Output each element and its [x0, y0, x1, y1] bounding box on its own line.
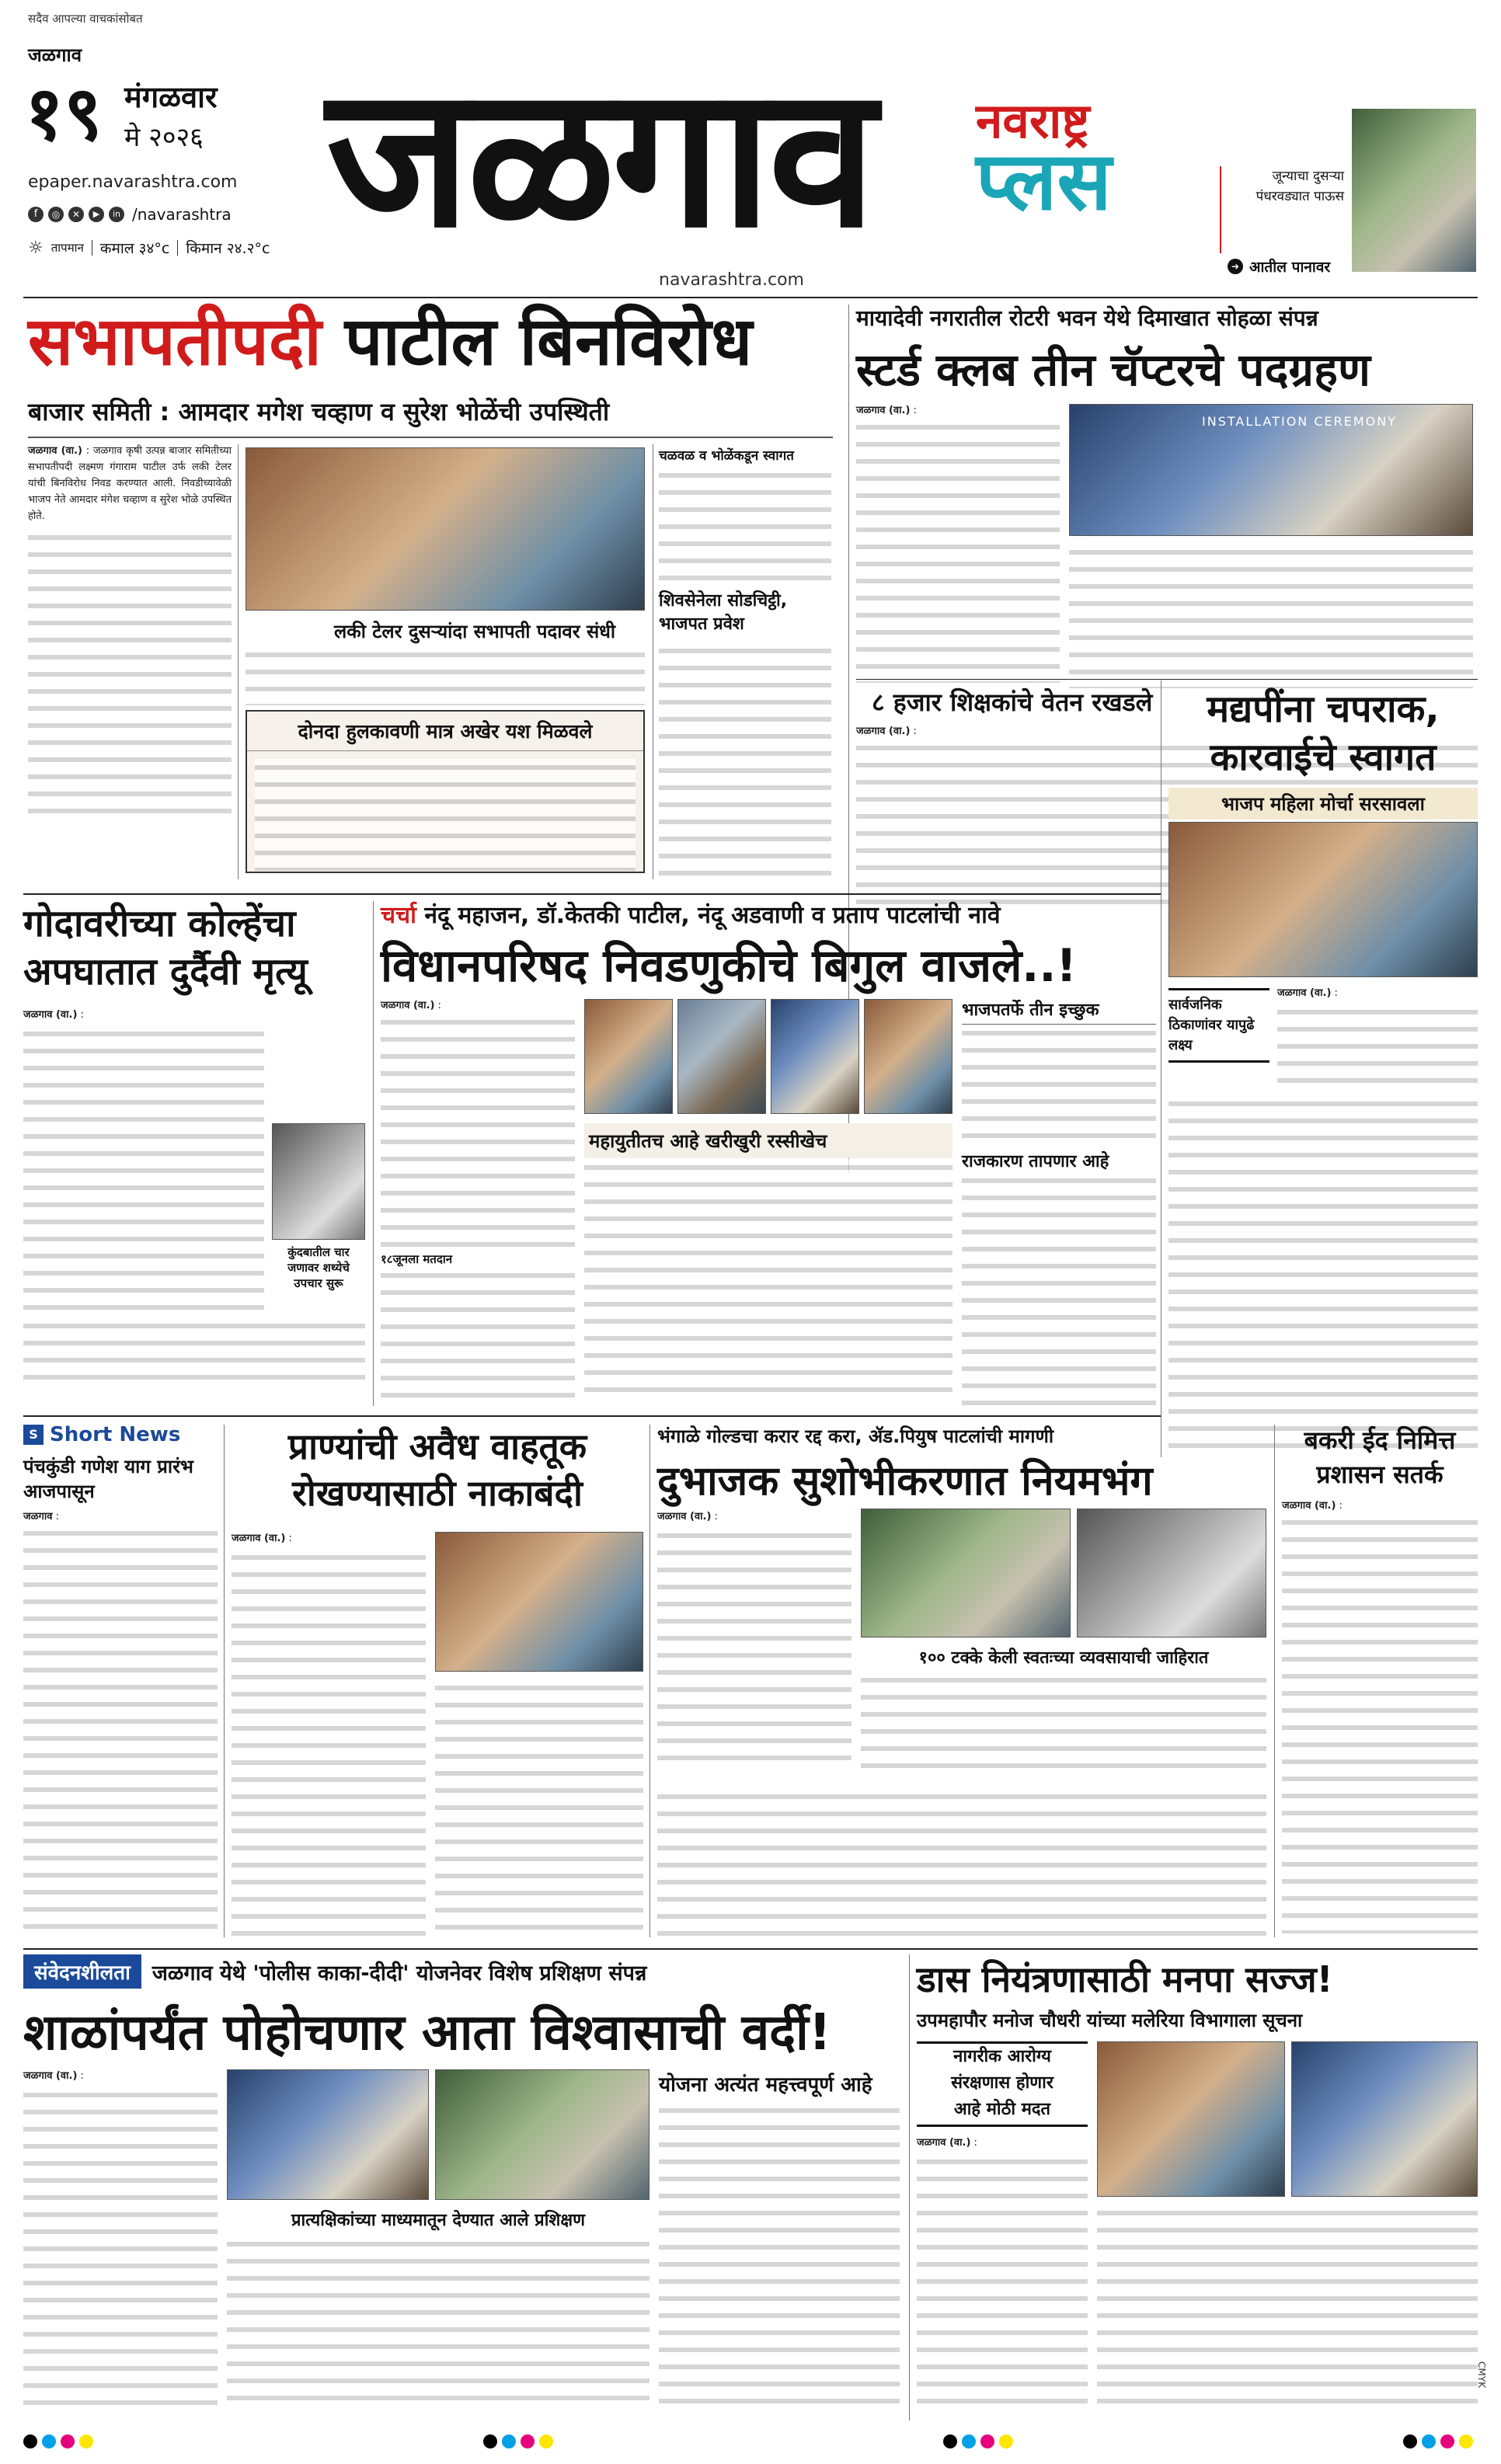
sidebar-boxes [659, 443, 831, 878]
headline: दुभाजक सुशोभीकरणात नियमभंग [657, 1458, 1153, 1505]
candidate-photo [677, 999, 766, 1114]
subhead: बाजार समिती : आमदार मगेश चव्हाण व सुरेश भोळेंची उपस्थिती [28, 397, 610, 426]
kicker-row [381, 898, 1158, 930]
headline: शाळांपर्यंत पोहोचणार आता विश्वासाची वर्दी! [23, 2004, 831, 2062]
photo-caption: लकी टेलर दुसऱ्यांदा सभापती पदावर संधी [334, 621, 616, 642]
weekday: मंगळवार [124, 80, 218, 114]
headline-line2: कारवाईचे स्वागत [1210, 736, 1437, 779]
kicker: मायादेवी नगरातील रोटरी भवन येथे दिमाखात सोहळा संपन्न [856, 305, 1318, 331]
edition-city: जळगाव [28, 44, 82, 66]
story-dengue-control: डास नियंत्रणासाठी मनपा सज्ज! उपमहापौर मनोज चौधरी यांच्या मलेरिया विभागाला सूचना नागरीक आरोग्य संरक्षणास होणार आहे मोठी मदत जळगाव (वा.) : [917, 1954, 1478, 2420]
temp-min: किमान २४.२°c [186, 240, 270, 257]
short-news: S Short News पंचकुंडी गणेश याग प्रारंभ आजपासून जळगाव : [23, 1423, 218, 1944]
sidebar-title-2: शिवसेनेला सोडचिट्ठी, भाजपत प्रवेश [659, 591, 788, 634]
kicker: जळगाव येथे 'पोलीस काका-दीदी' योजनेवर विशेष प्रशिक्षण संपन्न [151, 1961, 647, 1985]
training-photo-1 [227, 2069, 429, 2200]
story-police-kaka-didi: संवेदनशीलता जळगाव येथे 'पोलीस काका-दीदी' योजनेवर विशेष प्रशिक्षण संपन्न शाळांपर्यंत पोहोचणार आता विश्वासाची वर्दी! जळगाव (वा.) : प्रात्यक्षिकांच्या माध्यमातून देण्यात आले प्रशिक्षण योजना अत्यंत महत्त्वपूर्ण आहे [23, 1954, 901, 2420]
subhead: १०० टक्के केली स्वतःच्या व्यवसायाची जाहिरात [918, 1648, 1209, 1668]
story-sabhapati [23, 303, 839, 886]
box-title: योजना अत्यंत महत्त्वपूर्ण आहे [659, 2073, 872, 2097]
headline-line2: अपघातात दुर्दैवी मृत्यू [23, 950, 308, 994]
registration-marks [23, 2431, 1478, 2455]
masthead-title: जळगाव [326, 42, 873, 270]
story-teachers-salary: ८ हजार शिक्षकांचे वेतन रखडले जळगाव (वा.) : [856, 685, 1478, 912]
headline-line1: गोदावरीच्या कोल्हेंचा [23, 902, 296, 945]
divider [177, 240, 178, 256]
section-title: महायुतीतच आहे खरीखुरी रस्सीखेच [584, 1123, 952, 1158]
weather-label: तापमान [50, 241, 84, 255]
section-title: राजकारण तापणार आहे [962, 1152, 1109, 1171]
candidate-photo [864, 999, 952, 1114]
month-year: मे २०२६ [124, 122, 204, 153]
tag: चर्चा [381, 902, 416, 929]
headline-line2: रोखण्यासाठी नाकाबंदी [292, 1472, 583, 1514]
website[interactable]: navarashtra.com [659, 270, 804, 290]
subhead: उपमहापौर मनोज चौधरी यांच्या मलेरिया विभागाला सूचना [917, 2010, 1303, 2031]
lead-text: जळगाव कृषी उत्पन्न बाजार समितीच्या सभापतीपदी लक्ष्मण गंगाराम पाटील उर्फ लकी टेलर यांची बिनविरोध निवड करण्यात आली. निवडीच्यावेळी भाजप नेते आमदार मंगेश चव्हाण व सुरेश भोळे उपस्थित होते. [28, 445, 232, 522]
arrow-icon: ➜ [1228, 259, 1243, 274]
brand-top: नवराष्ट्र [976, 92, 1090, 149]
photo-caption: कुंदबातील चार जणावर शथ्येचे उपचार सुरू [287, 1245, 350, 1290]
youtube-icon[interactable]: ▶ [89, 207, 104, 222]
tagline: सदैव आपल्या वाचकांसोबत [28, 12, 143, 26]
candidate-photos [584, 999, 952, 1114]
story-photo [1069, 404, 1473, 536]
story-photo [1168, 822, 1478, 977]
story-divider-beautification: भंगाळे गोल्डचा करार रद्द करा, ॲड.पियुष पाटलांची मागणी दुभाजक सुशोभीकरणात नियमभंग जळगाव (वा.) : १०० टक्के केली स्वतःच्या व्यवसायाची जाहिरात [657, 1423, 1266, 1944]
masthead-divider [23, 297, 1478, 298]
story-animal-transport: प्राण्यांची अवैध वाहतूक रोखण्यासाठी नाकाबंदी जळगाव (वा.) : [232, 1423, 643, 1944]
edge-code: CMYK [1476, 2361, 1487, 2388]
temp-max: कमाल ३४°c [99, 240, 170, 257]
story-bakri-eid: बकरी ईद निमित्त प्रशासन सतर्क जळगाव (वा.) : [1282, 1423, 1478, 1944]
story-photo [1077, 1509, 1266, 1637]
weather-strip [28, 238, 270, 258]
dateline: जळगाव (वा.) [28, 445, 82, 457]
promo-box[interactable] [1220, 166, 1344, 253]
training-photo-2 [435, 2069, 650, 2200]
promo-text: जून्याचा दुसऱ्या पंधरवड्यात पाऊस [1255, 169, 1344, 204]
date-number: १९ [25, 70, 103, 157]
meeting-photo-2 [1291, 2041, 1478, 2197]
x-icon[interactable]: ✕ [68, 207, 84, 222]
short-news-icon: S [23, 1425, 44, 1445]
headline: विधानपरिषद निवडणुकीचे बिगुल वाजले..! [381, 939, 1077, 992]
promo-author: ➜ आतील पानावर [1228, 256, 1330, 277]
victim-photo [272, 1123, 365, 1240]
short-news-headline: पंचकुंडी गणेश याग प्रारंभ आजपासून [23, 1456, 193, 1502]
sidebar-title-1: चळवळ व भोळेंकडून स्वागत [659, 448, 794, 464]
story-rotary: मायादेवी नगरातील रोटरी भवन येथे दिमाखात सोहळा संपन्न स्टर्ड क्लब तीन चॅप्टरचे पदग्रहण जळगाव (वा.) : INSTALLATION CEREMONY [856, 303, 1478, 691]
kicker: भंगाळे गोल्डचा करार रद्द करा, ॲड.पियुष पाटलांची मागणी [657, 1425, 1054, 1447]
epaper-link[interactable]: epaper.navarashtra.com [28, 172, 238, 192]
sun-icon: ☼ [28, 238, 44, 258]
photo-banner: INSTALLATION CEREMONY [1202, 414, 1398, 429]
headline: स्टर्ड क्लब तीन चॅप्टरचे पदग्रहण [856, 343, 1370, 396]
headline-red: सभापतीपदी [28, 303, 322, 381]
linkedin-icon[interactable]: in [109, 207, 124, 222]
meeting-photo-1 [1097, 2041, 1285, 2197]
headline-line1: बकरी ईद निमित्त [1304, 1425, 1456, 1455]
subhead-date: १८जूनला मतदान [381, 1252, 453, 1266]
promo-photo [1352, 109, 1476, 272]
masthead [0, 0, 1501, 295]
section-label: संवेदनशीलता [23, 1954, 141, 1989]
story-vidhan-parishad: चर्चा नंदू महाजन, डॉ.केतकी पाटील, नंदू अडवाणी व प्रताप पाटलांची नावे विधानपरिषद निवडणुकीचे बिगुल वाजले..! जळगाव (वा.) : १८जूनला मतदान महायुतीतच आहे खरीखुरी रस्सीखेच भाजपतर्फे तीन इच्छुक राजकारण तापणार आहे [381, 898, 1158, 1408]
story-photo [435, 1532, 643, 1672]
story-photo [861, 1509, 1071, 1637]
headline: डास नियंत्रणासाठी मनपा सज्ज! [917, 1958, 1333, 2000]
story-photo [246, 447, 645, 611]
facebook-icon[interactable]: f [28, 207, 44, 222]
box-title: भाजपतर्फे तीन इच्छुक [962, 997, 1156, 1025]
photo-caption: प्रात्यक्षिकांच्या माध्यमातून देण्यात आले प्रशिक्षण [291, 2211, 586, 2230]
box-title: दोनदा हुलकावणी मात्र अखेर यश मिळवले [247, 712, 643, 751]
kicker: नंदू महाजन, डॉ.केतकी पाटील, नंदू अडवाणी व प्रताप पाटलांची नावे [424, 902, 1001, 929]
brand-bottom: प्लस [976, 134, 1112, 228]
highlight-box [246, 710, 645, 873]
headline-line1: प्राण्यांची अवैध वाहतूक [287, 1425, 587, 1467]
headline-line1: मद्यपींना चपराक, [1207, 687, 1440, 731]
headline: ८ हजार शिक्षकांचे वेतन रखडले [872, 687, 1153, 717]
social-icons [28, 205, 232, 224]
story-bjp-mahila: मद्यपींना चपराक, कारवाईचे स्वागत भाजप महिला मोर्चा सरसावला सार्वजनिक ठिकाणांवर यापुढे लक्ष्य जळगाव (वा.) : [1168, 685, 1478, 1454]
side-label: सार्वजनिक ठिकाणांवर यापुढे लक्ष्य [1168, 988, 1269, 1063]
headline [28, 303, 752, 381]
short-news-label: S Short News [23, 1423, 218, 1446]
social-handle[interactable]: /navarashtra [132, 205, 232, 224]
highlight-box: नागरीक आरोग्य संरक्षणास होणार आहे मोठी मदत [917, 2041, 1088, 2127]
subhead: भाजप महिला मोर्चा सरसावला [1168, 788, 1478, 820]
lead-column: जळगाव (वा.) : जळगाव कृषी उत्पन्न बाजार समितीच्या सभापतीपदी लक्ष्मण गंगाराम पाटील उर्फ लकी टेलर यांची बिनविरोध निवड करण्यात आली. निवडीच्यावेळी भाजप नेते आमदार मंगेश चव्हाण व सुरेश भोळे उपस्थित होते. [28, 443, 232, 878]
candidate-photo [584, 999, 673, 1114]
instagram-icon[interactable]: ◎ [48, 207, 64, 222]
headline-line2: प्रशासन सतर्क [1316, 1460, 1444, 1489]
kicker-row [23, 1954, 901, 1989]
headline-black: पाटील बिनविरोध [344, 303, 753, 381]
candidate-photo [771, 999, 859, 1114]
story-godavari-accident: गोदावरीच्या कोल्हेंचा अपघातात दुर्दैवी मृत्यू जळगाव (वा.) : कुंदबातील चार जणावर शथ्येचे उपचार सुरू [23, 900, 365, 1404]
